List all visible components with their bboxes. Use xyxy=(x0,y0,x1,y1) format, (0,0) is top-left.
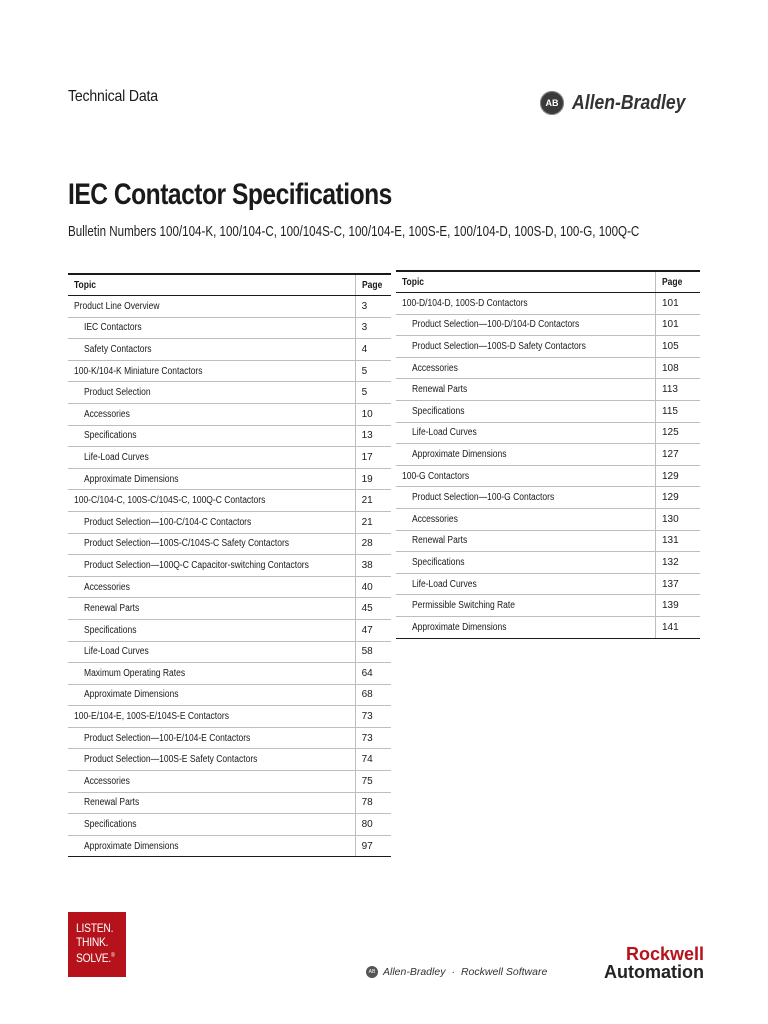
toc-page: 80 xyxy=(355,814,391,836)
toc-topic: Specifications xyxy=(68,619,355,641)
toc-row xyxy=(68,706,391,728)
toc-topic: Product Line Overview xyxy=(68,296,355,318)
toc-page: 3 xyxy=(355,296,391,318)
ab-badge-icon: AB xyxy=(366,966,378,978)
toc-topic: Accessories xyxy=(68,403,355,425)
toc-topic: Specifications xyxy=(68,425,355,447)
toc-row xyxy=(68,619,391,641)
toc-row xyxy=(396,400,700,422)
toc-topic: Accessories xyxy=(396,508,656,530)
toc-page: 45 xyxy=(355,598,391,620)
toc-row xyxy=(68,814,391,836)
toc-topic: Approximate Dimensions xyxy=(68,835,355,857)
toc-topic: Renewal Parts xyxy=(68,792,355,814)
toc-page: 127 xyxy=(656,444,701,466)
toc-page: 137 xyxy=(656,573,701,595)
toc-page: 47 xyxy=(355,619,391,641)
toc-row xyxy=(68,792,391,814)
toc-page: 21 xyxy=(355,490,391,512)
toc-row xyxy=(396,422,700,444)
toc-topic: Permissible Switching Rate xyxy=(396,595,656,617)
toc-row xyxy=(396,314,700,336)
toc-topic: 100-K/104-K Miniature Contactors xyxy=(68,360,355,382)
footer-brand-rockwell-software: Rockwell Software xyxy=(460,966,548,978)
toc-row xyxy=(68,296,391,318)
toc-topic: Approximate Dimensions xyxy=(68,684,355,706)
rockwell-automation-logo xyxy=(572,945,704,981)
toc-page: 10 xyxy=(355,403,391,425)
toc-page: 74 xyxy=(355,749,391,771)
toc-topic: Product Selection—100-D/104-D Contactors xyxy=(396,314,656,336)
toc-topic: Product Selection—100-C/104-C Contactors xyxy=(68,511,355,533)
footer-brand-allen-bradley: Allen-Bradley xyxy=(383,966,446,978)
toc-row xyxy=(396,552,700,574)
toc-row xyxy=(396,487,700,509)
toc-row xyxy=(68,425,391,447)
toc-topic: Specifications xyxy=(396,400,656,422)
toc-topic: IEC Contactors xyxy=(68,317,355,339)
header-label: Technical Data xyxy=(68,88,158,105)
toc-page: 139 xyxy=(656,595,701,617)
toc-page: 130 xyxy=(656,508,701,530)
toc-row xyxy=(68,360,391,382)
toc-page: 68 xyxy=(355,684,391,706)
document-subtitle: Bulletin Numbers 100/104-K, 100/104-C, 100/104S-C, 100/104-E, 100S-E, 100/104-D, 100S-D, 100-G, 100Q-C xyxy=(68,224,640,240)
toc-topic: Life-Load Curves xyxy=(68,447,355,469)
toc-row xyxy=(68,771,391,793)
toc-page: 108 xyxy=(656,357,701,379)
slogan-line: SOLVE.® xyxy=(76,951,115,965)
toc-topic: Specifications xyxy=(396,552,656,574)
toc-row xyxy=(396,357,700,379)
toc-page: 132 xyxy=(656,552,701,574)
toc-topic: Product Selection—100S-D Safety Contactors xyxy=(396,336,656,358)
toc-row xyxy=(68,533,391,555)
toc-topic: Accessories xyxy=(396,357,656,379)
toc-page: 38 xyxy=(355,555,391,577)
toc-row xyxy=(68,555,391,577)
toc-topic: Safety Contactors xyxy=(68,339,355,361)
toc-row xyxy=(396,444,700,466)
toc-row xyxy=(68,576,391,598)
toc-topic: Approximate Dimensions xyxy=(396,444,656,466)
toc-page: 129 xyxy=(656,465,701,487)
toc-page: 17 xyxy=(355,447,391,469)
toc-row xyxy=(396,573,700,595)
toc-topic: Product Selection—100-G Contactors xyxy=(396,487,656,509)
toc-row xyxy=(68,835,391,857)
toc-topic: Accessories xyxy=(68,576,355,598)
toc-topic: Accessories xyxy=(68,771,355,793)
toc-topic: Life-Load Curves xyxy=(396,573,656,595)
toc-page: 105 xyxy=(656,336,701,358)
toc-page: 58 xyxy=(355,641,391,663)
toc-row xyxy=(68,511,391,533)
toc-row xyxy=(68,317,391,339)
toc-page: 129 xyxy=(656,487,701,509)
toc-header-row xyxy=(396,271,700,293)
toc-topic: Product Selection—100S-E Safety Contactors xyxy=(68,749,355,771)
toc-row xyxy=(396,293,700,315)
toc-row xyxy=(68,684,391,706)
toc-page: 101 xyxy=(656,293,701,315)
toc-page: 141 xyxy=(656,616,701,638)
toc-topic: Specifications xyxy=(68,814,355,836)
registered-mark: ® xyxy=(110,953,115,959)
allen-bradley-logo xyxy=(540,88,701,118)
listen-think-solve-badge xyxy=(68,912,126,977)
toc-topic: 100-E/104-E, 100S-E/104S-E Contactors xyxy=(68,706,355,728)
toc-row xyxy=(68,447,391,469)
toc-page: 3 xyxy=(355,317,391,339)
footer-brands xyxy=(366,966,547,978)
toc-page: 5 xyxy=(355,360,391,382)
toc-topic: 100-G Contactors xyxy=(396,465,656,487)
toc-page: 113 xyxy=(656,379,701,401)
toc-topic: Product Selection—100Q-C Capacitor-switching Contactors xyxy=(68,555,355,577)
toc-row xyxy=(396,465,700,487)
ab-badge-icon: AB xyxy=(540,91,564,115)
toc-topic: 100-C/104-C, 100S-C/104S-C, 100Q-C Contactors xyxy=(68,490,355,512)
brand-name: Allen-Bradley xyxy=(572,91,686,114)
toc-page: 101 xyxy=(656,314,701,336)
toc-page: 28 xyxy=(355,533,391,555)
toc-topic: Life-Load Curves xyxy=(68,641,355,663)
toc-page: 4 xyxy=(355,339,391,361)
toc-page: 5 xyxy=(355,382,391,404)
toc-page: 73 xyxy=(355,706,391,728)
toc-topic: Product Selection—100-E/104-E Contactors xyxy=(68,727,355,749)
toc-page: 73 xyxy=(355,727,391,749)
toc-header-topic: Topic xyxy=(68,274,355,296)
toc-topic: Product Selection xyxy=(68,382,355,404)
document-title: IEC Contactor Specifications xyxy=(68,178,392,211)
rockwell-logo-line1: Rockwell xyxy=(625,944,704,964)
footer-separator: · xyxy=(451,966,455,978)
toc-header-page: Page xyxy=(656,271,701,293)
toc-table-left xyxy=(68,273,391,857)
toc-row xyxy=(68,749,391,771)
toc-topic: Renewal Parts xyxy=(68,598,355,620)
slogan-line: LISTEN. xyxy=(76,921,114,935)
toc-row xyxy=(396,616,700,638)
toc-row xyxy=(68,598,391,620)
toc-page: 131 xyxy=(656,530,701,552)
toc-row xyxy=(68,468,391,490)
toc-row xyxy=(396,595,700,617)
toc-row xyxy=(68,727,391,749)
toc-header-row xyxy=(68,274,391,296)
toc-row xyxy=(68,403,391,425)
toc-table-right xyxy=(396,270,700,639)
toc-page: 13 xyxy=(355,425,391,447)
toc-row xyxy=(396,530,700,552)
toc-row xyxy=(396,379,700,401)
toc-row xyxy=(68,382,391,404)
toc-topic: Renewal Parts xyxy=(396,379,656,401)
toc-topic: Approximate Dimensions xyxy=(396,616,656,638)
toc-topic: Product Selection—100S-C/104S-C Safety Contactors xyxy=(68,533,355,555)
toc-page: 125 xyxy=(656,422,701,444)
toc-page: 21 xyxy=(355,511,391,533)
toc-row xyxy=(68,641,391,663)
slogan-line: THINK. xyxy=(76,935,109,949)
toc-page: 40 xyxy=(355,576,391,598)
toc-page: 115 xyxy=(656,400,701,422)
toc-row xyxy=(396,336,700,358)
toc-page: 78 xyxy=(355,792,391,814)
rockwell-logo-line2: Automation xyxy=(604,962,704,982)
toc-page: 97 xyxy=(355,835,391,857)
toc-topic: Maximum Operating Rates xyxy=(68,663,355,685)
toc-page: 75 xyxy=(355,771,391,793)
toc-row xyxy=(68,663,391,685)
toc-header-topic: Topic xyxy=(396,271,656,293)
toc-topic: Renewal Parts xyxy=(396,530,656,552)
toc-row xyxy=(68,339,391,361)
toc-topic: 100-D/104-D, 100S-D Contactors xyxy=(396,293,656,315)
toc-row xyxy=(396,508,700,530)
toc-topic: Life-Load Curves xyxy=(396,422,656,444)
toc-row xyxy=(68,490,391,512)
toc-header-page: Page xyxy=(355,274,391,296)
toc-page: 19 xyxy=(355,468,391,490)
toc-topic: Approximate Dimensions xyxy=(68,468,355,490)
toc-page: 64 xyxy=(355,663,391,685)
